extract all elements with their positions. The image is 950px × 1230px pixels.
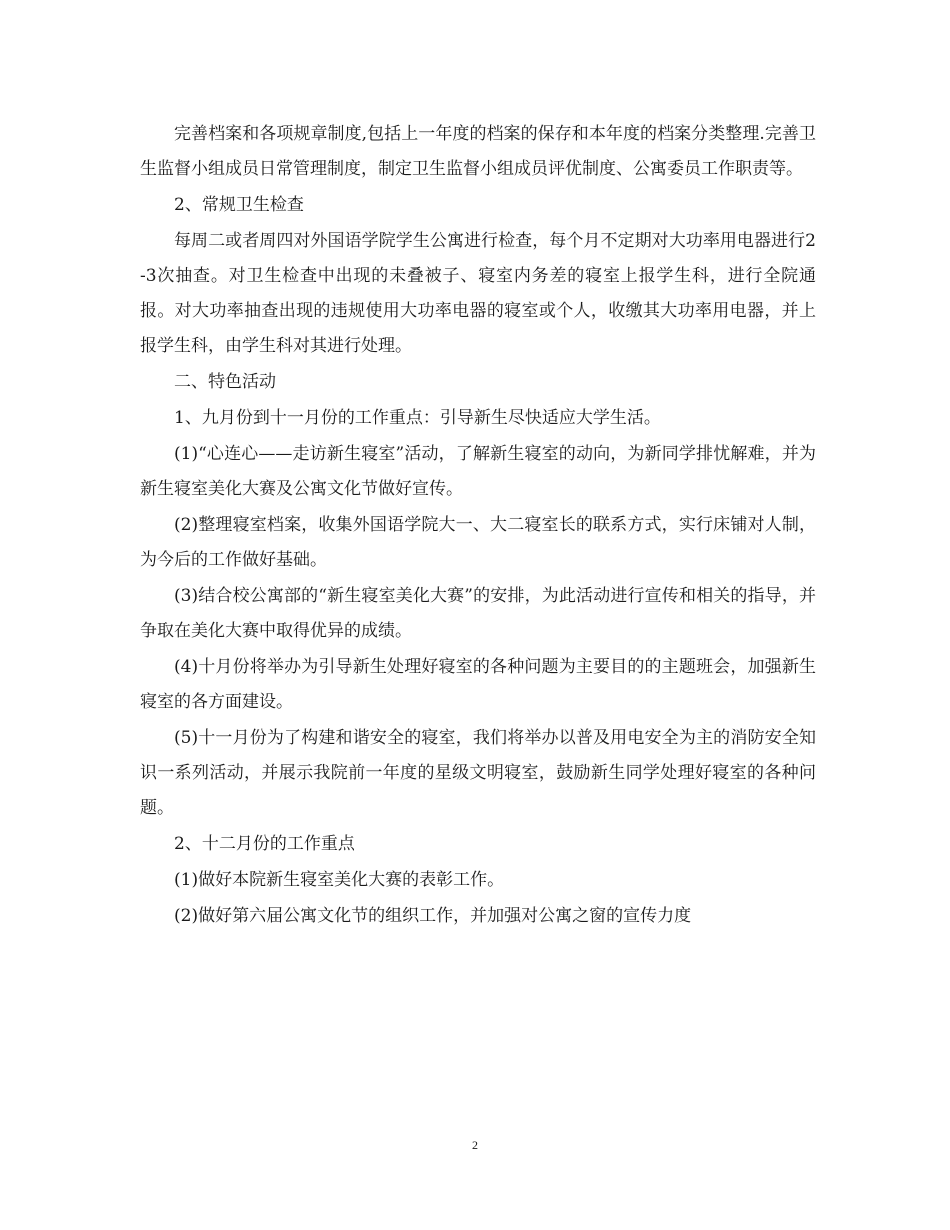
list-item-dec-2: (2)做好第六届公寓文化节的组织工作，并加强对公寓之窗的宣传力度 <box>174 906 692 926</box>
list-item-dec-1: (1)做好本院新生寝室美化大赛的表彰工作。 <box>174 870 505 890</box>
list-item-3: (3)结合校公寓部的“新生寝室美化大赛”的安排，为此活动进行宣传和相关的指导，并争取在美化大赛中取得优异的成绩。 <box>140 586 816 641</box>
page-number: 2 <box>472 1138 478 1152</box>
list-item-5: (5)十一月份为了构建和谐安全的寝室，我们将举办以普及用电安全为主的消防安全知识一系列活动，并展示我院前一年度的星级文明寝室，鼓励新生同学处理好寝室的各种问题。 <box>140 728 816 818</box>
heading-sep-nov-focus: 1、九月份到十一月份的工作重点：引导新生尽快适应大学生活。 <box>174 408 661 428</box>
page-body <box>140 117 816 934</box>
heading-routine-inspection: 2、常规卫生检查 <box>174 195 304 215</box>
list-item-1: (1)“心连心——走访新生寝室”活动，了解新生寝室的动向，为新同学排忧解难，并为新生寝室美化大赛及公寓文化节做好宣传。 <box>140 444 816 499</box>
heading-special-activities: 二、特色活动 <box>174 372 276 392</box>
list-item-4: (4)十月份将举办为引导新生处理好寝室的各种问题为主要目的的主题班会，加强新生寝室的各方面建设。 <box>140 657 816 712</box>
list-item-2: (2)整理寝室档案，收集外国语学院大一、大二寝室长的联系方式，实行床铺对人制，为今后的工作做好基础。 <box>140 515 816 570</box>
heading-dec-focus: 2、十二月份的工作重点 <box>174 834 355 854</box>
paragraph-archives: 完善档案和各项规章制度,包括上一年度的档案的保存和本年度的档案分类整理.完善卫生监督小组成员日常管理制度，制定卫生监督小组成员评优制度、公寓委员工作职责等。 <box>140 124 816 179</box>
paragraph-routine-inspection: 每周二或者周四对外国语学院学生公寓进行检查，每个月不定期对大功率用电器进行2-3次抽查。对卫生检查中出现的未叠被子、寝室内务差的寝室上报学生科，进行全院通报。对大功率抽查出现的违规使用大功率电器的寝室或个人，收缴其大功率用电器，并上报学生科，由学生科对其进行处理。 <box>140 231 816 356</box>
